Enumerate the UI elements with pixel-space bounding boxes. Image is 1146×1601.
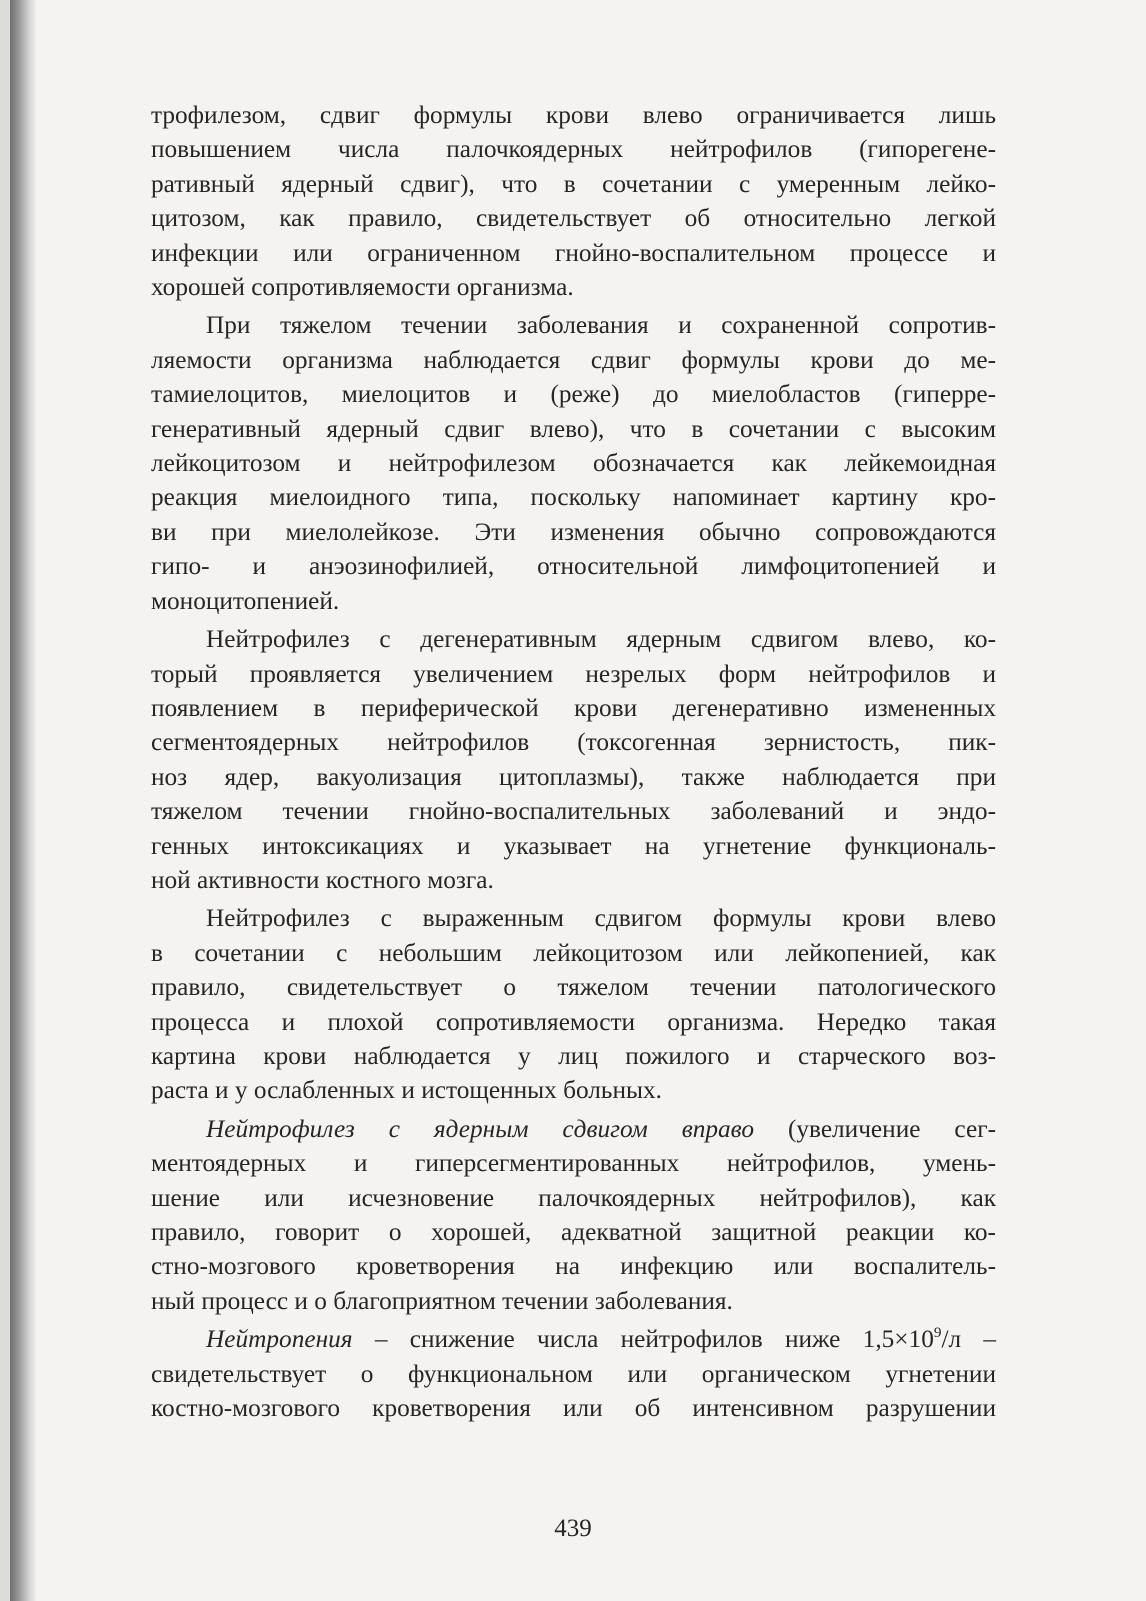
text-line: лейкоцитозом и нейтрофилезом обозначается как лейкемоидная [151,449,996,478]
text-line: сегментоядерных нейтрофилов (токсогенная зернистость, пик- [151,728,996,757]
text-line: картина крови наблюдается у лиц пожилого и старческого воз- [151,1041,996,1070]
text-line: торый проявляется увеличением незрелых форм нейтрофилов и [151,659,996,688]
text-line: ный процесс и о благоприятном течении заболевания. [151,1286,733,1315]
text-line: генеративный ядерный сдвиг влево), что в сочетании с высоким [151,414,996,443]
text-line: шение или исчезновение палочкоядерных нейтрофилов), как [151,1183,996,1212]
text-line: правило, говорит о хорошей, адекватной защитной реакции ко- [151,1218,996,1246]
page-number: 439 [554,1515,592,1542]
text-line: раста и у ослабленных и истощенных больных. [151,1076,662,1105]
text-line: тамиелоцитов, миелоцитов и (реже) до миелобластов (гиперре- [151,380,996,409]
text-line: Нейтрофилез с выраженным сдвигом формулы крови влево [206,904,996,933]
text-line: ноз ядер, вакуолизация цитоплазмы), также наблюдается при [151,762,996,791]
paragraph-2 [151,308,996,618]
text-line: хорошей сопротивляемости организма. [151,273,574,302]
text-line: процесса и плохой сопротивляемости организма. Нередко такая [151,1007,996,1036]
text-line: костно-мозгового кроветворения или об интенсивном разрушении [151,1394,996,1423]
page-body [151,98,996,1425]
book-spine-shadow [10,0,36,1601]
text-line: генных интоксикациях и указывает на угнетение функциональ- [151,831,996,860]
text-line: повышением числа палочкоядерных нейтрофилов (гипорегене- [151,135,996,164]
text-line: инфекции или ограниченном гнойно-воспалительном процессе и [151,238,996,267]
superscript: 9 [933,1324,942,1342]
text-line: гипо- и анэозинофилией, относительной лимфоцитопенией и [151,552,996,581]
text-line: цитозом, как правило, свидетельствует об относительно легкой [151,204,996,233]
paragraph-4 [151,901,996,1107]
paragraph-1 [151,98,996,304]
text-line: тяжелом течении гнойно-воспалительных заболеваний и эндо- [151,797,996,826]
text-run: – снижение числа нейтрофилов ниже 1,5×10 [352,1325,934,1354]
text-line: ративный ядерный сдвиг), что в сочетании с умеренным лейко- [151,169,996,198]
text-line: правило, свидетельствует о тяжелом течении патологического [151,973,996,1002]
text-line: ментоядерных и гиперсегментированных нейтрофилов, умень- [151,1149,996,1178]
italic-term: Нейтропения [206,1325,353,1354]
text-line: ной активности костного мозга. [151,865,494,894]
text-run: (увеличение сег- [753,1114,996,1143]
paragraph-5 [151,1112,996,1318]
text-line: Нейтрофилез с дегенеративным ядерным сдвигом влево, ко- [206,625,996,654]
paragraph-3 [151,622,996,897]
text-line: реакция миелоидного типа, поскольку напоминает картину кро- [151,483,996,512]
page-edge [0,0,10,1601]
text-line: в сочетании с небольшим лейкоцитозом или лейкопенией, как [151,938,996,967]
text-line: При тяжелом течении заболевания и сохраненной сопротив- [206,311,996,340]
text-run: /л – [941,1325,997,1354]
text-line [151,1112,996,1146]
text-line: ляемости организма наблюдается сдвиг формулы крови до ме- [151,345,996,374]
text-line: трофилезом, сдвиг формулы крови влево ограничивается лишь [151,101,996,129]
text-line: стно-мозгового кроветворения на инфекцию или воспалитель- [151,1252,996,1281]
text-line: ви при миелолейкозе. Эти изменения обычно сопровождаются [151,517,996,546]
paragraph-6 [151,1322,996,1425]
text-line: моноцитопенией. [151,586,340,615]
text-line: свидетельствует о функциональном или органическом угнетении [151,1359,996,1388]
text-line: появлением в периферической крови дегенеративно измененных [151,693,996,722]
text-line [151,1322,996,1356]
italic-term: Нейтрофилез с ядерным сдвигом вправо [206,1114,754,1143]
